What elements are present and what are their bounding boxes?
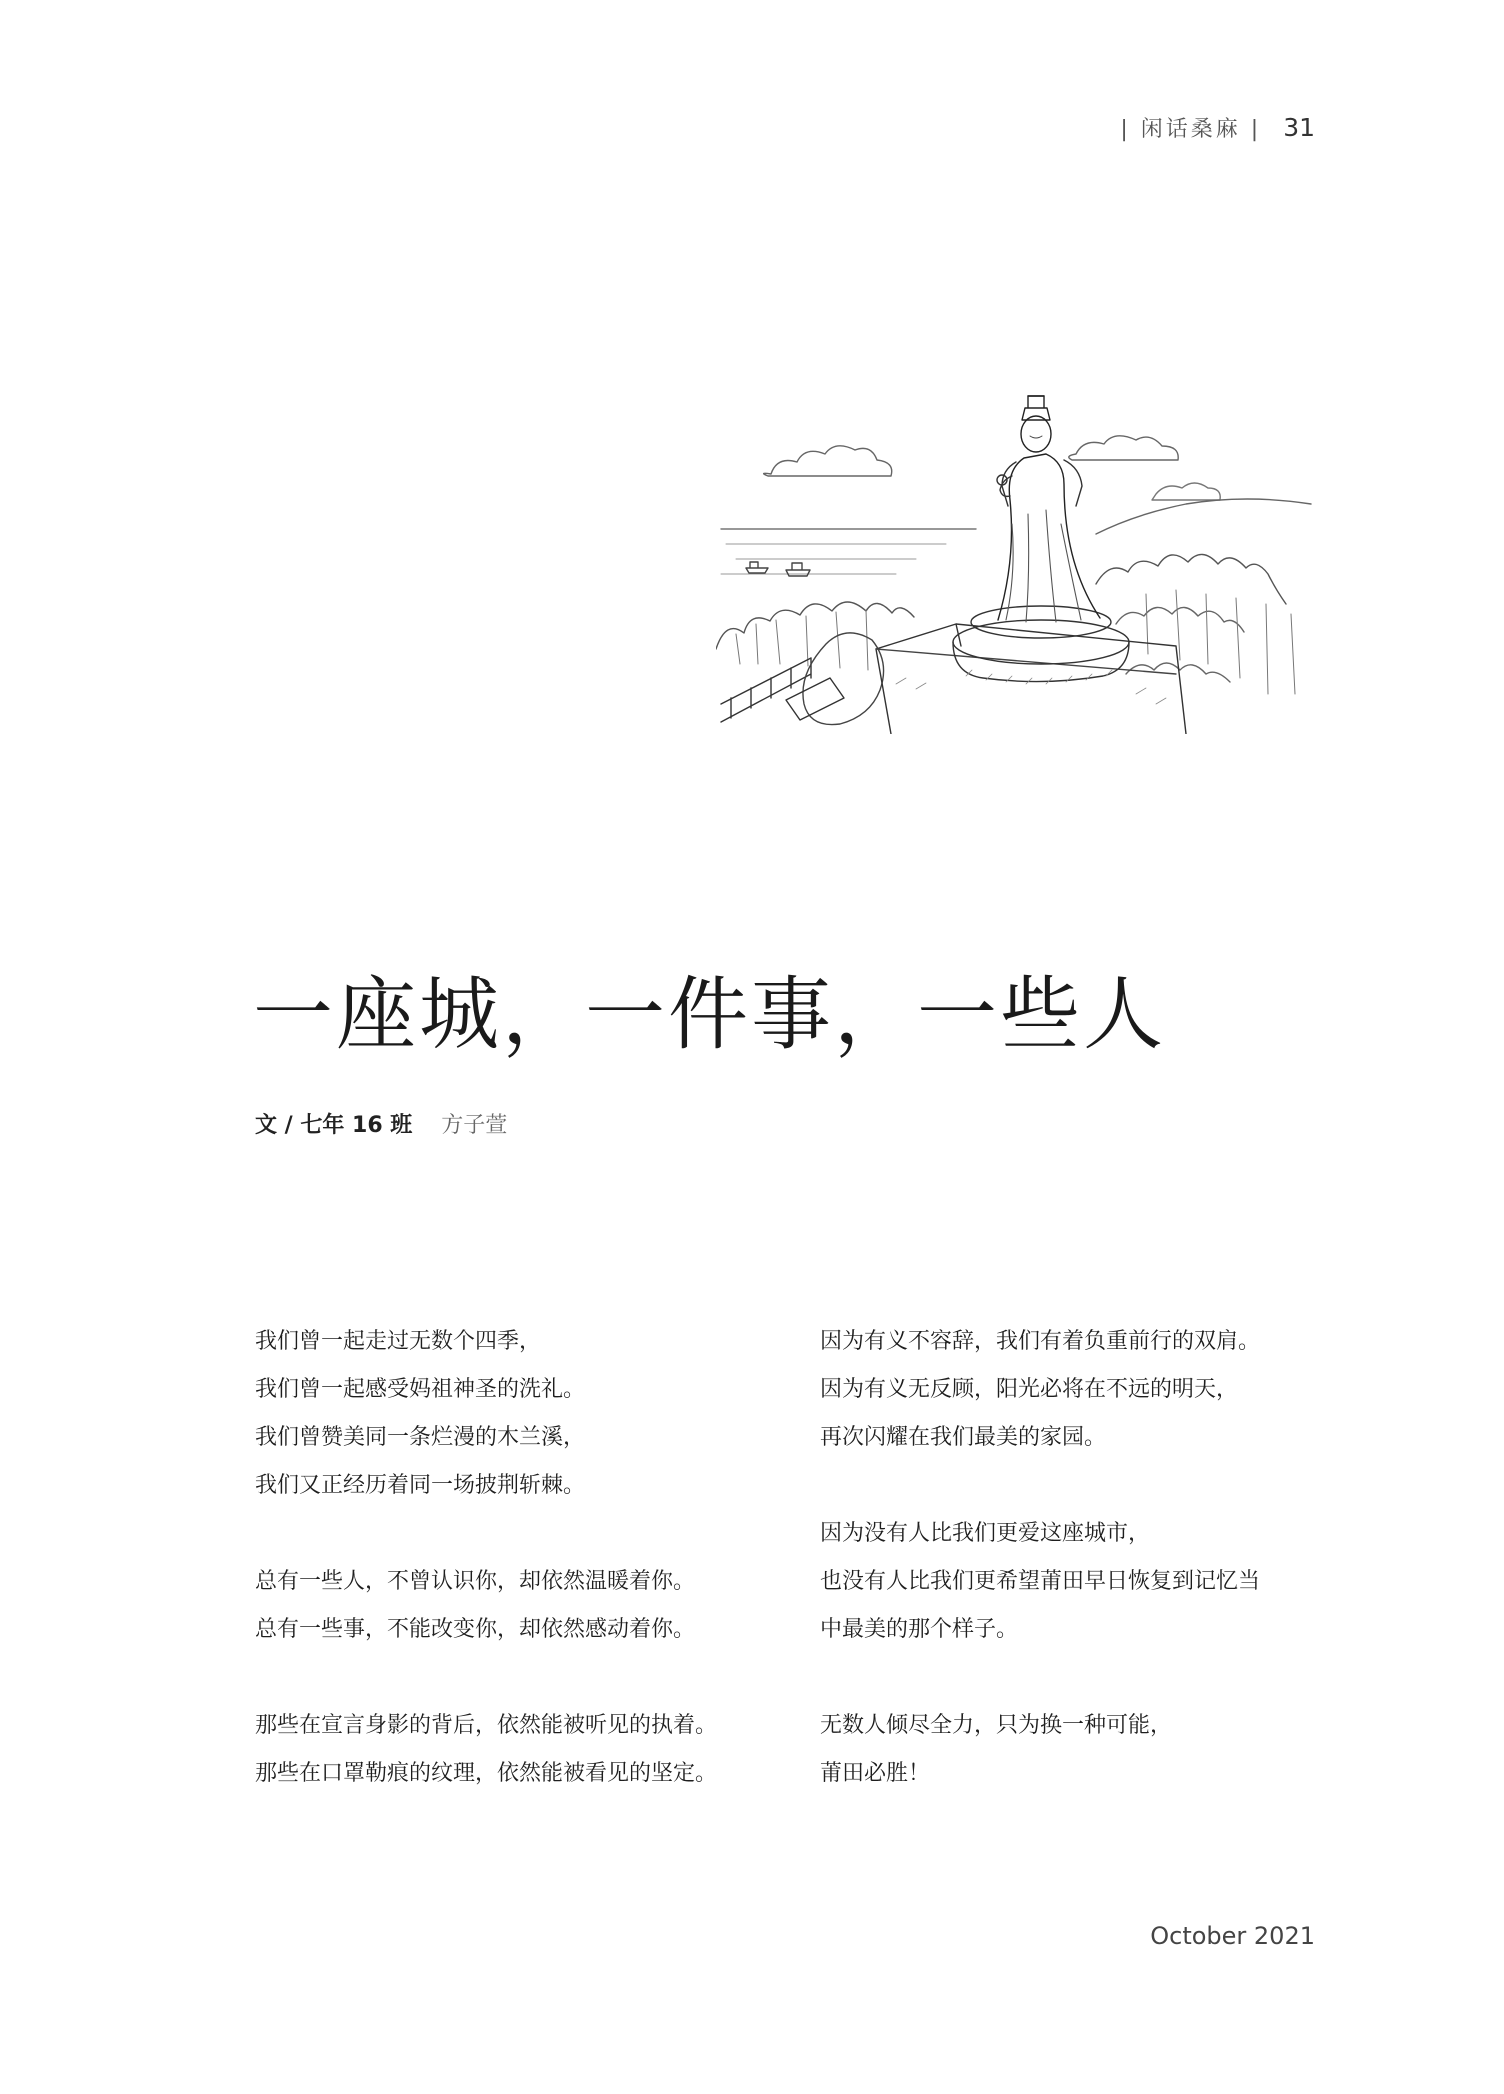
statue-illustration [716, 384, 1316, 734]
page-header [1120, 112, 1315, 143]
body-line: 中最美的那个样子。 [820, 1617, 1019, 1642]
byline [255, 1108, 507, 1139]
body-line: 因为有义不容辞，我们有着负重前行的双肩。 [820, 1329, 1261, 1354]
article-title: 一座城，一件事，一些人 [253, 968, 1166, 1061]
body-line: 因为有义无反顾，阳光必将在不远的明天， [820, 1377, 1239, 1402]
stanza-gap [255, 1510, 785, 1558]
byline-label: 文 / 七年 16 班 [255, 1113, 413, 1138]
issue-date: October 2021 [1150, 1922, 1315, 1950]
body-column-right [820, 1318, 1350, 1798]
body-line: 也没有人比我们更希望莆田早日恢复到记忆当 [820, 1569, 1261, 1594]
body-line: 那些在宣言身影的背后，依然能被听见的执着。 [255, 1713, 718, 1738]
stanza-gap [255, 1654, 785, 1702]
body-line: 因为没有人比我们更爱这座城市， [820, 1521, 1151, 1546]
body-line: 莆田必胜！ [820, 1761, 931, 1786]
section-name: | 闲话桑麻 | [1120, 117, 1262, 142]
body-line: 我们曾一起感受妈祖神圣的洗礼。 [255, 1377, 586, 1402]
body-line: 我们曾赞美同一条烂漫的木兰溪， [255, 1425, 586, 1450]
stanza-gap [820, 1462, 1350, 1510]
author-name: 方子萱 [441, 1113, 508, 1138]
body-line: 那些在口罩勒痕的纹理，依然能被看见的坚定。 [255, 1761, 718, 1786]
body-line: 无数人倾尽全力，只为换一种可能， [820, 1713, 1173, 1738]
body-column-left [255, 1318, 785, 1798]
body-line: 再次闪耀在我们最美的家园。 [820, 1425, 1107, 1450]
stanza-gap [820, 1654, 1350, 1702]
body-line: 我们曾一起走过无数个四季， [255, 1329, 542, 1354]
body-line: 总有一些事，不能改变你，却依然感动着你。 [255, 1617, 696, 1642]
body-line: 我们又正经历着同一场披荆斩棘。 [255, 1473, 586, 1498]
body-line: 总有一些人，不曾认识你，却依然温暖着你。 [255, 1569, 696, 1594]
page-number: 31 [1283, 113, 1315, 142]
